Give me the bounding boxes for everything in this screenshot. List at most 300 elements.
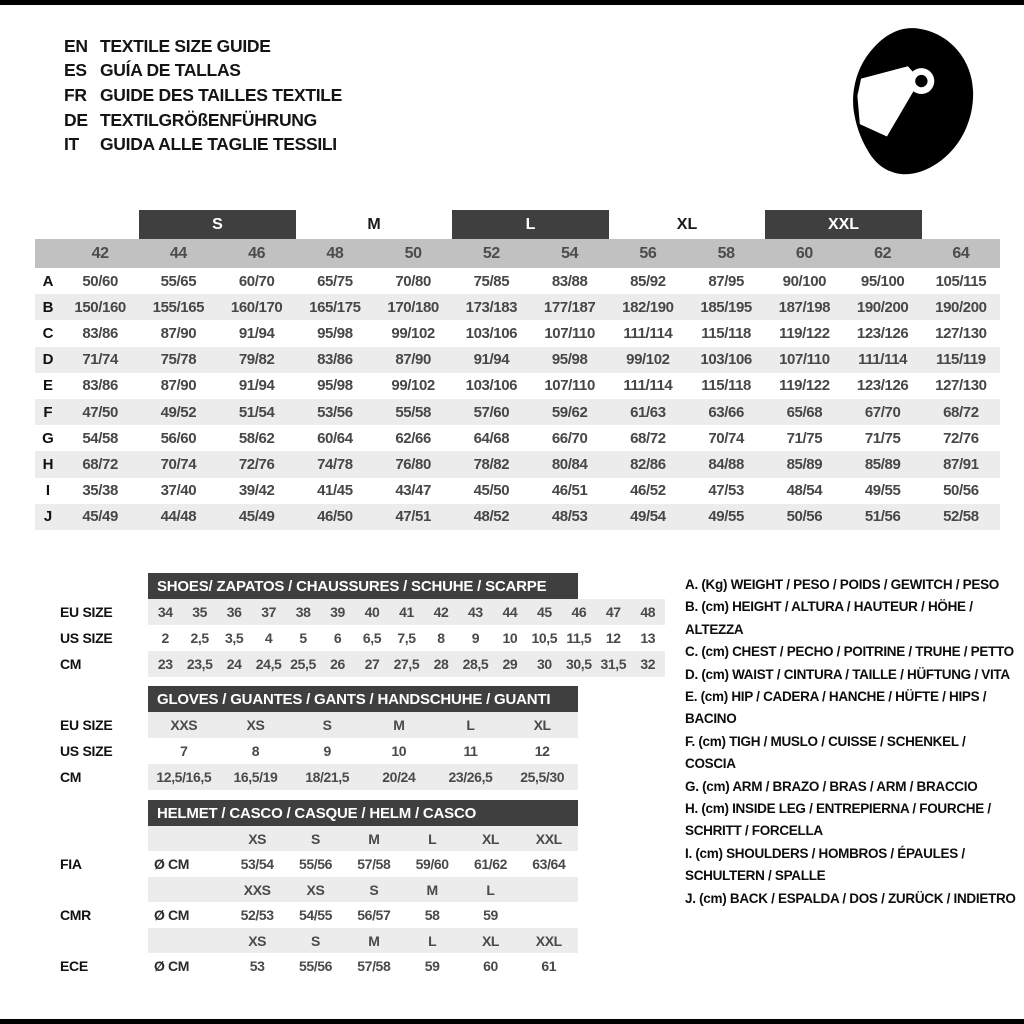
measure-value: 45/49: [82, 508, 118, 526]
measure-value: 187/198: [778, 298, 831, 316]
language-list: [64, 34, 342, 157]
size-value: 10,5: [531, 630, 558, 646]
measure-value: 68/72: [630, 429, 666, 447]
measure-value: 119/122: [779, 324, 830, 342]
row-label: F: [43, 403, 53, 421]
size-number-row: [35, 239, 1000, 268]
legend-item: A. (Kg) WEIGHT / PESO / POIDS / GEWITCH / PESO: [685, 577, 999, 592]
row-label: I: [45, 482, 51, 500]
measure-value: 57/60: [473, 403, 510, 421]
measure-row-h: [35, 451, 1000, 477]
gloves-row-us-size: [60, 738, 578, 764]
size-value: 3,5: [225, 630, 244, 646]
measure-value: 60/70: [238, 272, 275, 290]
measure-value: 103/106: [465, 377, 518, 395]
measure-value: 115/118: [701, 324, 752, 342]
row-label: H: [42, 455, 54, 473]
row-label: [60, 877, 148, 902]
measure-value: 87/90: [160, 377, 197, 395]
unit-cell: [148, 877, 228, 902]
language-header: [64, 34, 342, 157]
legend-item: B. (cm) HEIGHT / ALTURA / HAUTEUR / HÖHE / ALTEZZA: [685, 599, 973, 637]
row-label: E: [42, 377, 53, 395]
legend-item: C. (cm) CHEST / PECHO / POITRINE / TRUHE / PETTO: [685, 644, 1014, 660]
measure-value: 65/75: [317, 272, 353, 290]
size-value: 7: [180, 743, 188, 759]
size-column-50: 50: [404, 244, 422, 262]
unit-cell: [148, 826, 228, 851]
measure-row-f: [35, 399, 1000, 425]
helmet-size-label: L: [486, 881, 495, 898]
helmet-size-label: XS: [306, 881, 325, 898]
measure-value: 46/50: [317, 508, 353, 526]
size-value: 36: [226, 604, 242, 620]
row-label: D: [42, 351, 54, 369]
measure-value: 53/56: [317, 403, 353, 421]
row-values: [148, 712, 578, 738]
legend-item: H. (cm) INSIDE LEG / ENTREPIERNA / FOURCHE / SCHRITT / FORCELLA: [685, 801, 991, 839]
size-value: 11,5: [566, 630, 592, 646]
helmet-size-value: 55/56: [298, 958, 333, 974]
size-value: 2,5: [190, 630, 209, 646]
size-value: 42: [433, 604, 449, 620]
measure-value: 48/54: [786, 482, 823, 500]
size-column-48: 48: [326, 244, 344, 262]
measure-value: 68/72: [82, 455, 118, 473]
legend-item: J. (cm) BACK / ESPALDA / DOS / ZURÜCK / INDIETRO: [685, 890, 1016, 906]
helmet-size-value: 59/60: [415, 856, 449, 872]
measure-value: 87/95: [708, 272, 744, 290]
measure-value: 66/70: [551, 429, 588, 447]
size-value: 37: [261, 604, 277, 620]
size-value: 38: [295, 604, 311, 620]
measure-value: 45/49: [238, 508, 275, 526]
measure-value: 99/102: [626, 351, 670, 369]
measure-value: 48/52: [473, 508, 510, 526]
row-label: B: [42, 298, 54, 316]
measure-value: 83/86: [82, 324, 118, 342]
size-value: L: [466, 717, 475, 733]
racing-helmet-icon: [836, 22, 992, 182]
unit-cell: Ø CM: [154, 856, 189, 872]
measure-value: 56/60: [160, 429, 197, 447]
size-value: 12: [605, 630, 621, 646]
helmet-sizes-header: [148, 826, 578, 851]
helmet-standard-row-cmr: [60, 902, 578, 928]
size-group-row: [35, 210, 1000, 239]
helmet-size-label: S: [369, 881, 379, 898]
size-value: 10: [391, 743, 407, 759]
measure-value: 63/66: [708, 403, 744, 421]
helmet-sizes-row-cmr: [60, 877, 578, 902]
measure-value: 64/68: [473, 429, 510, 447]
measure-value: 51/54: [238, 403, 275, 421]
measure-value: 85/89: [864, 455, 901, 473]
size-value: 8: [251, 743, 260, 759]
shoes-table-title: SHOES/ ZAPATOS / CHAUSSURES / SCHUHE / SCARPE: [148, 573, 578, 599]
language-title: TEXTILGRÖßENFÜHRUNG: [100, 109, 317, 130]
size-value: XS: [246, 717, 265, 733]
measure-value: 85/89: [786, 455, 823, 473]
measure-row-c: [35, 320, 1000, 346]
bottom-border-line: [0, 1019, 1024, 1024]
measure-value: 99/102: [391, 324, 435, 342]
measure-value: 67/70: [864, 403, 901, 421]
helmet-size-label: XS: [248, 932, 267, 949]
size-value: 47: [605, 604, 621, 620]
measure-value: 177/187: [543, 298, 596, 316]
measure-value: 49/54: [630, 508, 666, 526]
size-value: M: [393, 717, 405, 733]
helmet-sizes-header: [148, 877, 578, 902]
measure-value: 75/85: [473, 272, 510, 290]
measure-value: 60/64: [317, 429, 353, 447]
measure-value: 115/119: [935, 351, 986, 369]
measure-value: 95/98: [317, 377, 353, 395]
helmet-size-value: 61: [541, 958, 557, 974]
row-label: A: [42, 272, 54, 290]
measure-value: 39/42: [238, 482, 275, 500]
standard-label: CMR: [60, 907, 91, 923]
row-values: [148, 738, 578, 764]
measure-value: 111/114: [858, 351, 908, 369]
size-value: 18/21,5: [305, 769, 350, 785]
measure-value: 123/126: [856, 377, 909, 395]
row-label: C: [42, 324, 54, 342]
measurement-legend: [685, 574, 1017, 910]
measure-row-b: [35, 294, 1000, 320]
language-title: GUIDA ALLE TAGLIE TESSILI: [100, 134, 337, 155]
language-title: GUIDE DES TAILLES TEXTILE: [100, 84, 343, 105]
measure-row-i: [35, 478, 1000, 504]
size-value: 25,5/30: [520, 769, 565, 785]
measure-value: 47/53: [708, 482, 744, 500]
size-value: 5: [299, 630, 307, 646]
size-column-58: 58: [717, 244, 735, 262]
measure-value: 85/92: [630, 272, 666, 290]
size-value: 23,5: [186, 656, 213, 672]
row-label: CM: [60, 769, 82, 785]
measure-value: 111/114: [623, 377, 673, 395]
legend-item: D. (cm) WAIST / CINTURA / TAILLE / HÜFTUNG / VITA: [685, 666, 1010, 682]
legend-item: G. (cm) ARM / BRAZO / BRAS / ARM / BRACCIO: [685, 778, 978, 794]
measure-value: 83/86: [317, 351, 353, 369]
helmet-sizes-row-ece: [60, 928, 578, 953]
group-spacer: [35, 210, 139, 239]
size-value: XL: [533, 717, 551, 733]
measure-value: 50/56: [786, 508, 823, 526]
row-label: [60, 928, 148, 953]
measure-value: 84/88: [708, 455, 744, 473]
measure-value: 79/82: [238, 351, 275, 369]
measure-value: 155/165: [152, 298, 205, 316]
size-value: 39: [330, 604, 345, 620]
measure-value: 70/80: [395, 272, 431, 290]
legend-item: E. (cm) HIP / CADERA / HANCHE / HÜFTE / HIPS / BACINO: [685, 689, 987, 727]
helmet-size-label: XL: [481, 830, 500, 847]
size-value: 27: [364, 656, 380, 672]
size-column-44: 44: [169, 244, 187, 262]
measure-value: 74/78: [317, 455, 353, 473]
row-values: [148, 764, 578, 790]
measure-value: 185/195: [700, 298, 752, 316]
measure-value: 48/53: [551, 508, 588, 526]
measure-value: 91/94: [238, 377, 275, 395]
size-value: 32: [640, 656, 656, 672]
size-group-s: S: [139, 210, 296, 239]
size-value: 25,5: [290, 656, 316, 672]
helmet-size-label: M: [368, 830, 380, 847]
measure-value: 49/55: [864, 482, 901, 500]
size-column-64: 64: [952, 244, 970, 262]
gloves-table-body: [60, 712, 578, 790]
helmet-standard-values: [148, 902, 578, 928]
size-value: 30,5: [566, 656, 592, 672]
size-value: 4: [264, 630, 273, 646]
helmet-size-value: 63/64: [532, 856, 566, 872]
size-value: 7,5: [397, 630, 416, 646]
measure-value: 82/86: [630, 455, 666, 473]
shoes-table: [60, 573, 665, 677]
size-value: 2: [161, 630, 169, 646]
language-row: [64, 83, 342, 108]
standard-label: FIA: [60, 856, 82, 872]
measure-value: 51/56: [864, 508, 901, 526]
top-border-line: [0, 0, 1024, 5]
measure-value: 46/52: [630, 482, 666, 500]
row-label: [60, 826, 148, 851]
size-value: 28,5: [462, 656, 489, 672]
size-column-54: 54: [561, 244, 579, 262]
helmet-size-label: XXL: [535, 830, 562, 847]
measure-value: 70/74: [708, 429, 744, 447]
size-value: 46: [571, 604, 587, 620]
measure-value: 90/100: [782, 272, 827, 290]
size-value: 41: [399, 604, 414, 620]
measure-value: 165/175: [309, 298, 361, 316]
helmet-size-label: L: [428, 932, 437, 949]
helmet-table-title: HELMET / CASCO / CASQUE / HELM / CASCO: [148, 800, 578, 826]
measure-value: 107/110: [544, 324, 595, 342]
measure-value: 80/84: [551, 455, 588, 473]
measure-value: 46/51: [551, 482, 588, 500]
measure-value: 54/58: [82, 429, 118, 447]
measure-value: 35/38: [82, 482, 118, 500]
size-value: 34: [157, 604, 173, 620]
row-values: [148, 651, 665, 677]
size-value: 12,5/16,5: [156, 769, 212, 785]
measure-value: 49/52: [160, 403, 197, 421]
row-label: EU SIZE: [60, 717, 113, 733]
size-column-52: 52: [482, 244, 500, 262]
helmet-table-body: [60, 826, 578, 979]
shoes-row-cm: [60, 651, 665, 677]
measure-value: 115/118: [701, 377, 752, 395]
measure-value: 127/130: [935, 324, 987, 342]
textile-size-table: [35, 210, 1000, 530]
language-title: TEXTILE SIZE GUIDE: [100, 35, 271, 56]
row-values: [148, 625, 665, 651]
helmet-size-label: [520, 877, 578, 902]
measure-row-d: [35, 347, 1000, 373]
helmet-size-value: 55/56: [298, 856, 333, 872]
size-value: 40: [364, 604, 380, 620]
measure-value: 47/50: [82, 403, 118, 421]
row-label: CM: [60, 656, 82, 672]
size-value: 6: [333, 630, 342, 646]
shoes-table-body: [60, 599, 665, 677]
size-group-l: L: [452, 210, 609, 239]
helmet-standard-values: [148, 851, 578, 877]
helmet-standard-row-fia: [60, 851, 578, 877]
helmet-size-label: L: [428, 830, 437, 847]
measure-value: 103/106: [700, 351, 752, 369]
size-value: 28: [433, 656, 449, 672]
size-value: 20/24: [382, 769, 416, 785]
language-title: GUÍA DE TALLAS: [100, 60, 241, 81]
helmet-table: [60, 800, 578, 979]
measure-value: 75/78: [160, 351, 197, 369]
measure-value: 99/102: [391, 377, 435, 395]
measure-value: 37/40: [160, 482, 197, 500]
measure-value: 59/62: [551, 403, 588, 421]
size-value: 12: [534, 743, 550, 759]
size-value: 9: [323, 743, 331, 759]
main-table-body: [35, 268, 1000, 530]
size-value: 31,5: [600, 656, 627, 672]
size-value: 8: [437, 630, 445, 646]
measure-value: 87/90: [395, 351, 431, 369]
size-value: 27,5: [393, 656, 420, 672]
helmet-size-label: M: [426, 881, 438, 898]
measure-row-j: [35, 504, 1000, 530]
measure-value: 43/47: [395, 482, 431, 500]
size-column-46: 46: [248, 244, 266, 262]
measure-value: 107/110: [779, 351, 830, 369]
measure-value: 150/160: [74, 298, 126, 316]
unit-cell: Ø CM: [154, 907, 189, 923]
measure-value: 55/65: [160, 272, 197, 290]
helmet-sizes-row-fia: [60, 826, 578, 851]
helmet-size-value: 59: [483, 907, 498, 923]
helmet-size-label: XXS: [243, 881, 271, 898]
measure-value: 87/91: [943, 455, 979, 473]
measure-value: 65/68: [786, 403, 823, 421]
size-column-42: 42: [91, 244, 109, 262]
measure-value: 95/98: [551, 351, 588, 369]
gloves-row-cm: [60, 764, 578, 790]
helmet-size-value: 56/57: [357, 907, 391, 923]
measure-value: 55/58: [395, 403, 431, 421]
helmet-size-value: 57/58: [357, 958, 391, 974]
measure-value: 170/180: [387, 298, 439, 316]
measure-value: 52/58: [943, 508, 979, 526]
size-column-56: 56: [639, 244, 657, 262]
size-value: 9: [471, 630, 480, 646]
helmet-size-value: 60: [483, 958, 498, 974]
gloves-table: [60, 686, 578, 790]
language-row: [64, 108, 342, 133]
language-code: DE: [64, 109, 88, 130]
measure-value: 91/94: [473, 351, 510, 369]
row-label: J: [43, 508, 53, 526]
size-value: 44: [502, 604, 518, 620]
shoes-row-us-size: [60, 625, 665, 651]
helmet-size-value: 53/54: [240, 856, 274, 872]
gloves-table-title: GLOVES / GUANTES / GANTS / HANDSCHUHE / GUANTI: [148, 686, 578, 712]
helmet-standard-row-ece: [60, 953, 578, 979]
standard-label: ECE: [60, 958, 88, 974]
measure-value: 87/90: [160, 324, 197, 342]
row-values: [148, 599, 665, 625]
measure-value: 49/55: [708, 508, 744, 526]
helmet-size-label: XXL: [535, 932, 562, 949]
measure-value: 190/200: [935, 298, 987, 316]
measure-value: 71/74: [82, 351, 118, 369]
size-value: 30: [536, 656, 552, 672]
language-code: EN: [64, 35, 88, 56]
language-code: IT: [64, 134, 79, 155]
measure-value: 127/130: [935, 377, 987, 395]
size-column-62: 62: [874, 244, 892, 262]
measure-value: 103/106: [465, 324, 518, 342]
gloves-row-eu-size: [60, 712, 578, 738]
measure-value: 119/122: [779, 377, 830, 395]
helmet-size-value: [520, 902, 578, 928]
measure-value: 111/114: [623, 324, 673, 342]
helmet-size-value: 58: [424, 907, 440, 923]
measure-value: 123/126: [856, 324, 909, 342]
measure-value: 44/48: [160, 508, 197, 526]
measure-value: 91/94: [238, 324, 275, 342]
measure-value: 47/51: [395, 508, 431, 526]
size-value: 35: [192, 604, 208, 620]
measure-row-g: [35, 425, 1000, 451]
size-value: 23/26,5: [448, 769, 493, 785]
row-label: G: [42, 429, 54, 447]
helmet-size-label: M: [368, 932, 380, 949]
helmet-size-value: 54/55: [298, 907, 333, 923]
language-code: FR: [64, 84, 87, 105]
row-label: US SIZE: [60, 743, 113, 759]
legend-item: I. (cm) SHOULDERS / HOMBROS / ÉPAULES / SCHULTERN / SPALLE: [685, 845, 965, 884]
measure-value: 62/66: [395, 429, 431, 447]
helmet-size-value: 57/58: [357, 856, 391, 872]
size-value: 43: [468, 604, 483, 620]
size-value: 26: [330, 656, 345, 672]
size-value: 45: [536, 604, 552, 620]
measure-value: 76/80: [395, 455, 431, 473]
unit-cell: Ø CM: [154, 958, 189, 974]
language-row: [64, 59, 342, 84]
measure-value: 45/50: [473, 482, 510, 500]
measure-value: 160/170: [230, 298, 283, 316]
size-group-m: M: [367, 215, 381, 233]
measure-value: 68/72: [943, 403, 979, 421]
language-code: ES: [64, 60, 87, 81]
measure-value: 72/76: [238, 455, 275, 473]
measure-value: 173/183: [465, 298, 518, 316]
measure-value: 71/75: [786, 429, 823, 447]
legend-item: F. (cm) TIGH / MUSLO / CUISSE / SCHENKEL / COSCIA: [685, 733, 966, 772]
helmet-size-value: 61/62: [473, 856, 508, 872]
helmet-size-label: S: [311, 932, 320, 949]
size-value: 48: [640, 604, 656, 620]
shoes-row-eu-size: [60, 599, 665, 625]
measure-value: 105/115: [935, 272, 987, 290]
helmet-size-value: 53: [249, 958, 265, 974]
measure-value: 61/63: [630, 403, 666, 421]
